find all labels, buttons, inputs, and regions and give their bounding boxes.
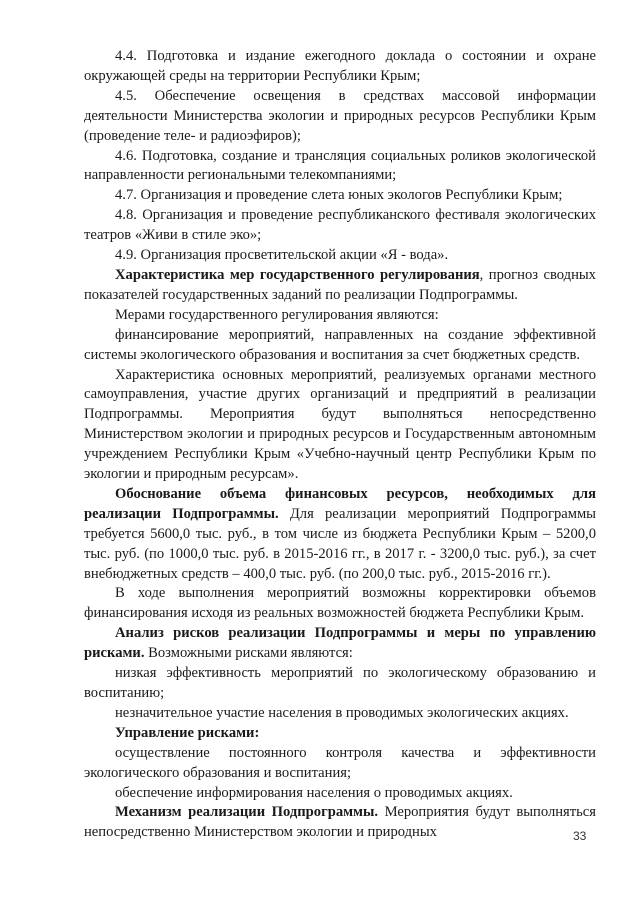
item-4-6: 4.6. Подготовка, создание и трансляция социальных роликов экологической направленности региональными телекомпаниями; xyxy=(84,147,596,184)
regulation-intro: Мерами государственного регулирования являются: xyxy=(115,306,439,323)
item-4-8: 4.8. Организация и проведение республиканского фестиваля экологических театров «Живи в стиле эко»; xyxy=(84,207,596,244)
item-4-9: 4.9. Организация просветительской акции «Я - вода». xyxy=(115,247,449,264)
mechanism-body: Мероприятия будут выполняться непосредственно Министерством экологии и природных xyxy=(84,804,596,841)
risks-heading-tail: Возможными рисками являются: xyxy=(144,645,353,662)
regulation-characteristics: Характеристика основных мероприятий, реализуемых органами местного самоуправления, участие других организаций и предприятий в реализации Подпрограммы. Мероприятия будут выполняться непосредственно Министерством экологии и природных ресурсов и Государственным автономным учреждением Республики Крым «Учебно-научный центр Республики Крым по экологии и природным ресурсам». xyxy=(84,366,596,483)
risk-management-item-1: осуществление постоянного контроля качества и эффективности экологического образования и воспитания; xyxy=(84,744,596,781)
finance-body: Для реализации мероприятий Подпрограммы требуется 5600,0 тыс. руб., в том числе из бюджета Республики Крым – 5200,0 тыс. руб. (по 1000,0 тыс. руб. в 2015-2016 гг., в 2017 г. - 3200,0 тыс. руб.), за счет внебюджетных средств – 400,0 тыс. руб. (по 200,0 тыс. руб., 2015-2016 гг.). xyxy=(84,505,596,582)
risk-management-item-2: обеспечение информирования населения о проводимых акциях. xyxy=(115,784,513,801)
regulation-heading: Характеристика мер государственного регулирования xyxy=(115,266,480,283)
finance-paragraph xyxy=(84,485,596,585)
finance-heading: Обоснование объема финансовых ресурсов, необходимых для реализации Подпрограммы. xyxy=(84,485,596,522)
regulation-heading-tail: , прогноз сводных показателей государственных заданий по реализации Подпрограммы. xyxy=(84,266,596,303)
mechanism-paragraph xyxy=(84,803,596,843)
finance-adjust: В ходе выполнения мероприятий возможны корректировки объемов финансирования исходя из реальных возможностей бюджета Республики Крым. xyxy=(84,585,596,622)
page-number: 33 xyxy=(573,829,587,843)
mechanism-heading: Механизм реализации Подпрограммы. xyxy=(115,804,379,821)
item-4-4: 4.4. Подготовка и издание ежегодного доклада о состоянии и охране окружающей среды на территории Республики Крым; xyxy=(84,48,596,84)
regulation-paragraph xyxy=(84,266,596,306)
item-4-7: 4.7. Организация и проведение слета юных экологов Республики Крым; xyxy=(115,187,563,204)
risk-management-heading: Управление рисками: xyxy=(115,724,260,741)
regulation-measure: финансирование мероприятий, направленных на создание эффективной системы экологического образования и воспитания за счет бюджетных средств. xyxy=(84,326,596,363)
risks-heading: Анализ рисков реализации Подпрограммы и меры по управлению рисками. xyxy=(84,625,596,662)
risk-item-2: незначительное участие населения в проводимых экологических акциях. xyxy=(115,704,569,721)
document-body xyxy=(84,47,596,843)
risks-paragraph xyxy=(84,624,596,664)
item-4-5: 4.5. Обеспечение освещения в средствах массовой информации деятельности Министерства экологии и природных ресурсов Республики Крым (проведение теле- и радиоэфиров); xyxy=(84,87,596,144)
risk-item-1: низкая эффективность мероприятий по экологическому образованию и воспитанию; xyxy=(84,665,596,701)
